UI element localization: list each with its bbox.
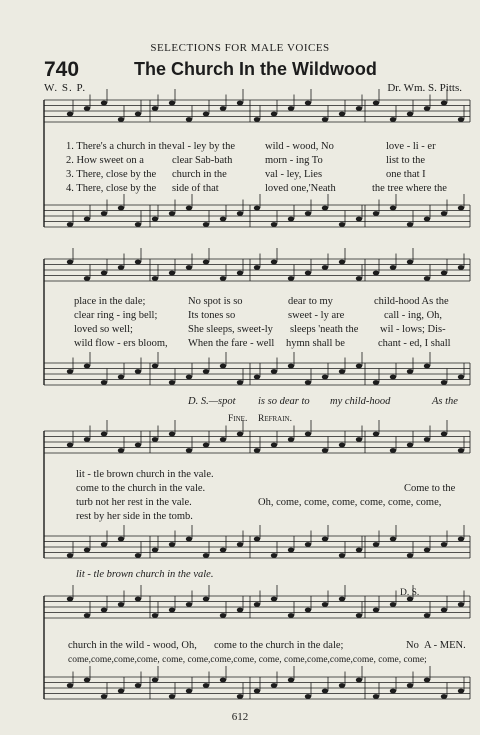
note-head (67, 260, 73, 265)
note-head (254, 448, 260, 453)
staff (44, 363, 470, 385)
note-head (322, 375, 328, 380)
note-head (407, 553, 413, 558)
note-head (101, 271, 107, 276)
staff (44, 677, 470, 699)
note-head (458, 689, 464, 694)
note-head (186, 448, 192, 453)
note-head (169, 432, 175, 437)
note-head (356, 548, 362, 553)
note-head (458, 206, 464, 211)
composer-credit: Dr. Wm. S. Pitts. (387, 82, 462, 94)
note-head (373, 608, 379, 613)
note-head (407, 260, 413, 265)
note-head (271, 597, 277, 602)
note-head (373, 380, 379, 385)
lyric-text: loved one,'Neath (265, 183, 336, 194)
note-head (441, 271, 447, 276)
note-head (390, 602, 396, 607)
note-head (339, 222, 345, 227)
note-head (101, 101, 107, 106)
note-head (271, 260, 277, 265)
note-head (67, 443, 73, 448)
note-head (118, 117, 124, 122)
lyric-text: val - ley, Lies (265, 169, 323, 180)
note-head (254, 689, 260, 694)
note-head (84, 548, 90, 553)
lyric-text: come,come,come,come, come, come,come,come, come, come,come,come,come, come, come; (68, 655, 427, 665)
note-head (135, 553, 141, 558)
note-head (254, 265, 260, 270)
note-head (339, 369, 345, 374)
note-head (271, 683, 277, 688)
note-head (169, 380, 175, 385)
note-head (339, 683, 345, 688)
note-head (118, 375, 124, 380)
hymn-title: The Church In the Wildwood (134, 59, 377, 79)
note-head (254, 117, 260, 122)
note-head (356, 437, 362, 442)
note-head (288, 276, 294, 281)
note-head (169, 694, 175, 699)
note-head (186, 375, 192, 380)
note-head (305, 542, 311, 547)
note-head (305, 271, 311, 276)
note-head (441, 608, 447, 613)
note-head (322, 602, 328, 607)
lyric-text: lit - tle brown church in the vale. (76, 469, 214, 480)
note-head (458, 117, 464, 122)
note-head (458, 375, 464, 380)
note-head (186, 689, 192, 694)
note-head (237, 608, 243, 613)
note-head (237, 101, 243, 106)
note-head (390, 206, 396, 211)
note-head (322, 206, 328, 211)
note-head (186, 537, 192, 542)
lyric-text: chant - ed, I shall (378, 338, 451, 349)
note-head (288, 678, 294, 683)
note-head (203, 443, 209, 448)
note-head (186, 206, 192, 211)
note-head (288, 364, 294, 369)
note-head (288, 106, 294, 111)
lyric-text: church in the wild - wood, Oh, (68, 640, 197, 651)
refrain-marker: Refrain. (258, 414, 292, 424)
note-head (135, 597, 141, 602)
staff (44, 596, 470, 618)
lyric-text: No (406, 640, 419, 651)
staff (44, 259, 470, 281)
note-head (152, 217, 158, 222)
lyric-text: love - li - er (386, 141, 436, 152)
note-head (271, 369, 277, 374)
hymn-number: 740 (44, 58, 80, 81)
note-head (84, 678, 90, 683)
note-head (67, 222, 73, 227)
note-head (373, 211, 379, 216)
lyric-text: Come to the (404, 483, 456, 494)
note-head (237, 542, 243, 547)
note-head (135, 222, 141, 227)
lyric-text: D. S.—spot (188, 396, 236, 407)
note-head (322, 537, 328, 542)
note-head (441, 694, 447, 699)
note-head (305, 211, 311, 216)
note-head (118, 448, 124, 453)
lyric-text: come to the church in the vale. (76, 483, 206, 494)
lyric-text: my child-hood (330, 396, 391, 407)
lyric-text: dear to my (288, 296, 333, 307)
note-head (339, 443, 345, 448)
note-head (169, 101, 175, 106)
note-head (339, 553, 345, 558)
note-head (458, 265, 464, 270)
note-head (271, 112, 277, 117)
note-head (118, 265, 124, 270)
note-head (390, 117, 396, 122)
note-head (118, 537, 124, 542)
note-head (305, 380, 311, 385)
note-head (118, 689, 124, 694)
note-head (424, 106, 430, 111)
note-head (203, 260, 209, 265)
note-head (288, 613, 294, 618)
note-head (305, 101, 311, 106)
note-head (220, 106, 226, 111)
note-head (373, 271, 379, 276)
note-head (237, 380, 243, 385)
note-head (135, 112, 141, 117)
lyricist-credit: W. S. P. (44, 82, 87, 94)
lyric-text: wil - lows; Dis- (380, 324, 446, 335)
note-head (220, 217, 226, 222)
note-head (220, 548, 226, 553)
note-head (67, 597, 73, 602)
note-head (169, 608, 175, 613)
note-head (67, 112, 73, 117)
note-head (203, 597, 209, 602)
lyric-text: 1. There's a church in the (66, 141, 172, 152)
lyric-text: sweet - ly are (288, 310, 345, 321)
note-head (254, 206, 260, 211)
note-head (220, 276, 226, 281)
note-head (441, 432, 447, 437)
lyric-text: Its tones so (188, 310, 236, 321)
note-head (424, 678, 430, 683)
note-head (101, 694, 107, 699)
note-head (220, 613, 226, 618)
lyric-text: side of that (172, 183, 219, 194)
note-head (135, 369, 141, 374)
note-head (254, 537, 260, 542)
note-head (339, 112, 345, 117)
note-head (152, 548, 158, 553)
note-head (237, 211, 243, 216)
note-head (220, 678, 226, 683)
lyric-text: val - ley by the (172, 141, 235, 152)
note-head (186, 602, 192, 607)
note-head (169, 542, 175, 547)
note-head (441, 380, 447, 385)
note-head (237, 694, 243, 699)
note-head (424, 437, 430, 442)
lyric-text: sleeps 'neath the (290, 324, 359, 335)
note-head (390, 537, 396, 542)
note-head (322, 448, 328, 453)
lyric-text: clear Sab-bath (172, 155, 233, 166)
note-head (407, 443, 413, 448)
lyric-text: church in the (172, 169, 227, 180)
lyric-text: is so dear to (258, 396, 310, 407)
note-head (407, 683, 413, 688)
note-head (407, 369, 413, 374)
note-head (271, 553, 277, 558)
note-head (390, 265, 396, 270)
note-head (237, 432, 243, 437)
note-head (84, 217, 90, 222)
note-head (118, 602, 124, 607)
lyric-text: one that I (386, 169, 426, 180)
lyric-text: wild flow - ers bloom, (74, 338, 168, 349)
note-head (254, 602, 260, 607)
note-head (101, 432, 107, 437)
note-head (254, 375, 260, 380)
note-head (390, 689, 396, 694)
note-head (67, 553, 73, 558)
note-head (373, 694, 379, 699)
section-heading: SELECTIONS FOR MALE VOICES (150, 42, 330, 54)
lyric-text: turb not her rest in the vale. (76, 497, 192, 508)
note-head (441, 211, 447, 216)
note-head (84, 276, 90, 281)
note-head (441, 101, 447, 106)
note-head (441, 542, 447, 547)
lyric-text: wild - wood, No (265, 141, 334, 152)
note-head (152, 364, 158, 369)
note-head (101, 608, 107, 613)
lyric-text: call - ing, Oh, (384, 310, 443, 321)
note-head (356, 217, 362, 222)
lyric-text: rest by her side in the tomb. (76, 511, 193, 522)
note-head (203, 683, 209, 688)
note-head (152, 678, 158, 683)
note-head (203, 222, 209, 227)
lyric-text: child-hood As the (374, 296, 449, 307)
note-head (186, 117, 192, 122)
note-head (152, 276, 158, 281)
note-head (424, 217, 430, 222)
amen-lyric: A - MEN. (424, 640, 466, 651)
lyric-text: When the fare - well (188, 338, 275, 349)
note-head (424, 613, 430, 618)
note-head (101, 211, 107, 216)
note-head (305, 432, 311, 437)
note-head (339, 260, 345, 265)
lyric-text: loved so well; (74, 324, 133, 335)
note-head (152, 613, 158, 618)
note-head (424, 548, 430, 553)
note-head (288, 437, 294, 442)
lyric-text: morn - ing To (265, 155, 323, 166)
lyric-text: 4. There, close by the (66, 183, 157, 194)
note-head (203, 553, 209, 558)
note-head (152, 106, 158, 111)
note-head (118, 206, 124, 211)
note-head (305, 608, 311, 613)
note-head (356, 106, 362, 111)
note-head (356, 276, 362, 281)
lyric-text: lit - tle brown church in the vale. (76, 569, 214, 580)
note-head (458, 537, 464, 542)
note-head (339, 597, 345, 602)
lyric-text: the tree where the (372, 183, 447, 194)
note-head (67, 683, 73, 688)
note-head (288, 217, 294, 222)
note-head (237, 271, 243, 276)
lyric-text: No spot is so (188, 296, 243, 307)
note-head (169, 271, 175, 276)
note-head (220, 364, 226, 369)
note-head (152, 437, 158, 442)
note-head (271, 443, 277, 448)
lyric-text: 3. There, close by the (66, 169, 157, 180)
note-head (424, 276, 430, 281)
lyric-text: list to the (386, 155, 426, 166)
note-head (288, 548, 294, 553)
page-number: 612 (231, 711, 249, 723)
lyric-text: She sleeps, sweet-ly (188, 324, 273, 335)
note-head (135, 683, 141, 688)
note-head (135, 260, 141, 265)
note-head (322, 117, 328, 122)
note-head (84, 437, 90, 442)
note-head (356, 613, 362, 618)
note-head (373, 101, 379, 106)
lyric-text: hymn shall be (286, 338, 345, 349)
note-head (84, 364, 90, 369)
note-head (407, 112, 413, 117)
note-head (84, 106, 90, 111)
note-head (101, 542, 107, 547)
ds-marker: D. S. (400, 588, 420, 598)
note-head (203, 112, 209, 117)
note-head (356, 364, 362, 369)
note-head (373, 542, 379, 547)
note-head (322, 689, 328, 694)
lyric-text: 2. How sweet on a (66, 155, 144, 166)
note-head (203, 369, 209, 374)
note-head (322, 265, 328, 270)
lyric-text: Oh, come, come, come, come, come, come, (258, 497, 442, 508)
lyric-text: place in the dale; (74, 296, 146, 307)
note-head (220, 437, 226, 442)
note-head (373, 432, 379, 437)
note-head (458, 448, 464, 453)
note-head (186, 265, 192, 270)
fine-marker: Fine. (228, 414, 248, 424)
note-head (407, 222, 413, 227)
note-head (84, 613, 90, 618)
note-head (67, 369, 73, 374)
note-head (101, 380, 107, 385)
lyric-text: come to the church in the dale; (214, 640, 344, 651)
note-head (135, 443, 141, 448)
note-head (390, 448, 396, 453)
lyric-text: clear ring - ing bell; (74, 310, 158, 321)
note-head (169, 211, 175, 216)
lyric-text: As the (432, 396, 458, 407)
note-head (424, 364, 430, 369)
note-head (271, 222, 277, 227)
note-head (305, 694, 311, 699)
note-head (356, 678, 362, 683)
note-head (458, 602, 464, 607)
note-head (390, 375, 396, 380)
